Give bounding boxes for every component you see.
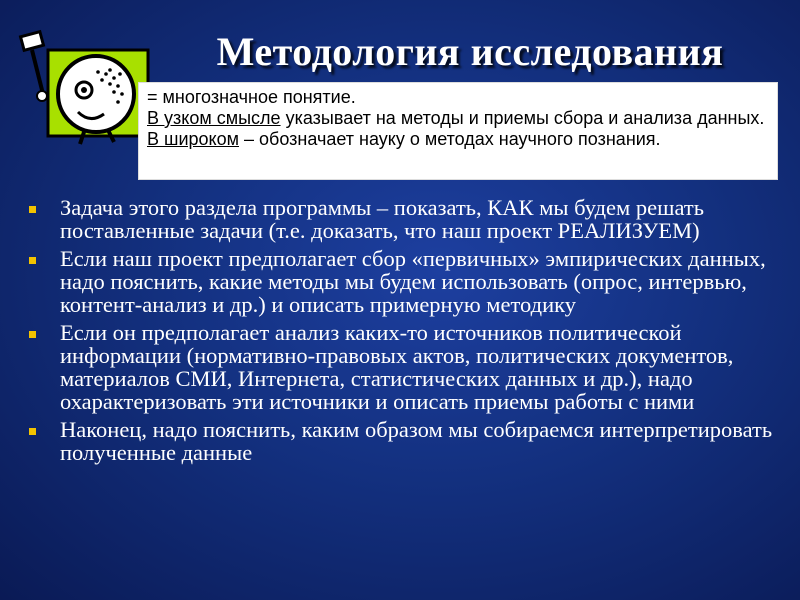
bullet-text: Наконец, надо пояснить, каким образом мы собираемся интерпретировать полученные данные [60, 417, 773, 465]
golf-ball-character-icon [18, 28, 158, 148]
bullet-marker-icon [29, 428, 36, 435]
list-item [22, 321, 792, 413]
bullet-text: Задача этого раздела программы – показать, КАК мы будем решать поставленные задачи (т.е. доказать, что наш проект РЕАЛИЗУЕМ) [60, 195, 704, 243]
narrow-sense-text: указывает на методы и приемы сбора и анализа данных. [280, 108, 765, 128]
bullet-marker-icon [29, 206, 36, 213]
broad-sense-label: В широком [147, 129, 239, 149]
broad-sense-text: – обозначает науку о методах научного познания. [239, 129, 661, 149]
list-item [22, 418, 792, 464]
narrow-sense-label: В узком смысле [147, 108, 281, 128]
definition-body [147, 108, 769, 150]
bullet-marker-icon [29, 257, 36, 264]
definition-box [138, 82, 778, 180]
bullet-text: Если он предполагает анализ каких-то источников политической информации (нормативно-правовых актов, политических документов, материалов СМИ, Интернета, статистических данных и др.), надо охарактеризовать эти источники и описать приемы работы с ними [60, 320, 734, 414]
definition-line1: = многозначное понятие. [147, 87, 356, 107]
bullet-list [22, 196, 792, 469]
list-item [22, 247, 792, 316]
list-item [22, 196, 792, 242]
page-title: Методология исследования [216, 29, 724, 74]
bullet-marker-icon [29, 331, 36, 338]
bullet-text: Если наш проект предполагает сбор «первичных» эмпирических данных, надо пояснить, какие методы мы будем использовать (опрос, интервью, контент-анализ и др.) и описать примерную методику [60, 246, 766, 317]
